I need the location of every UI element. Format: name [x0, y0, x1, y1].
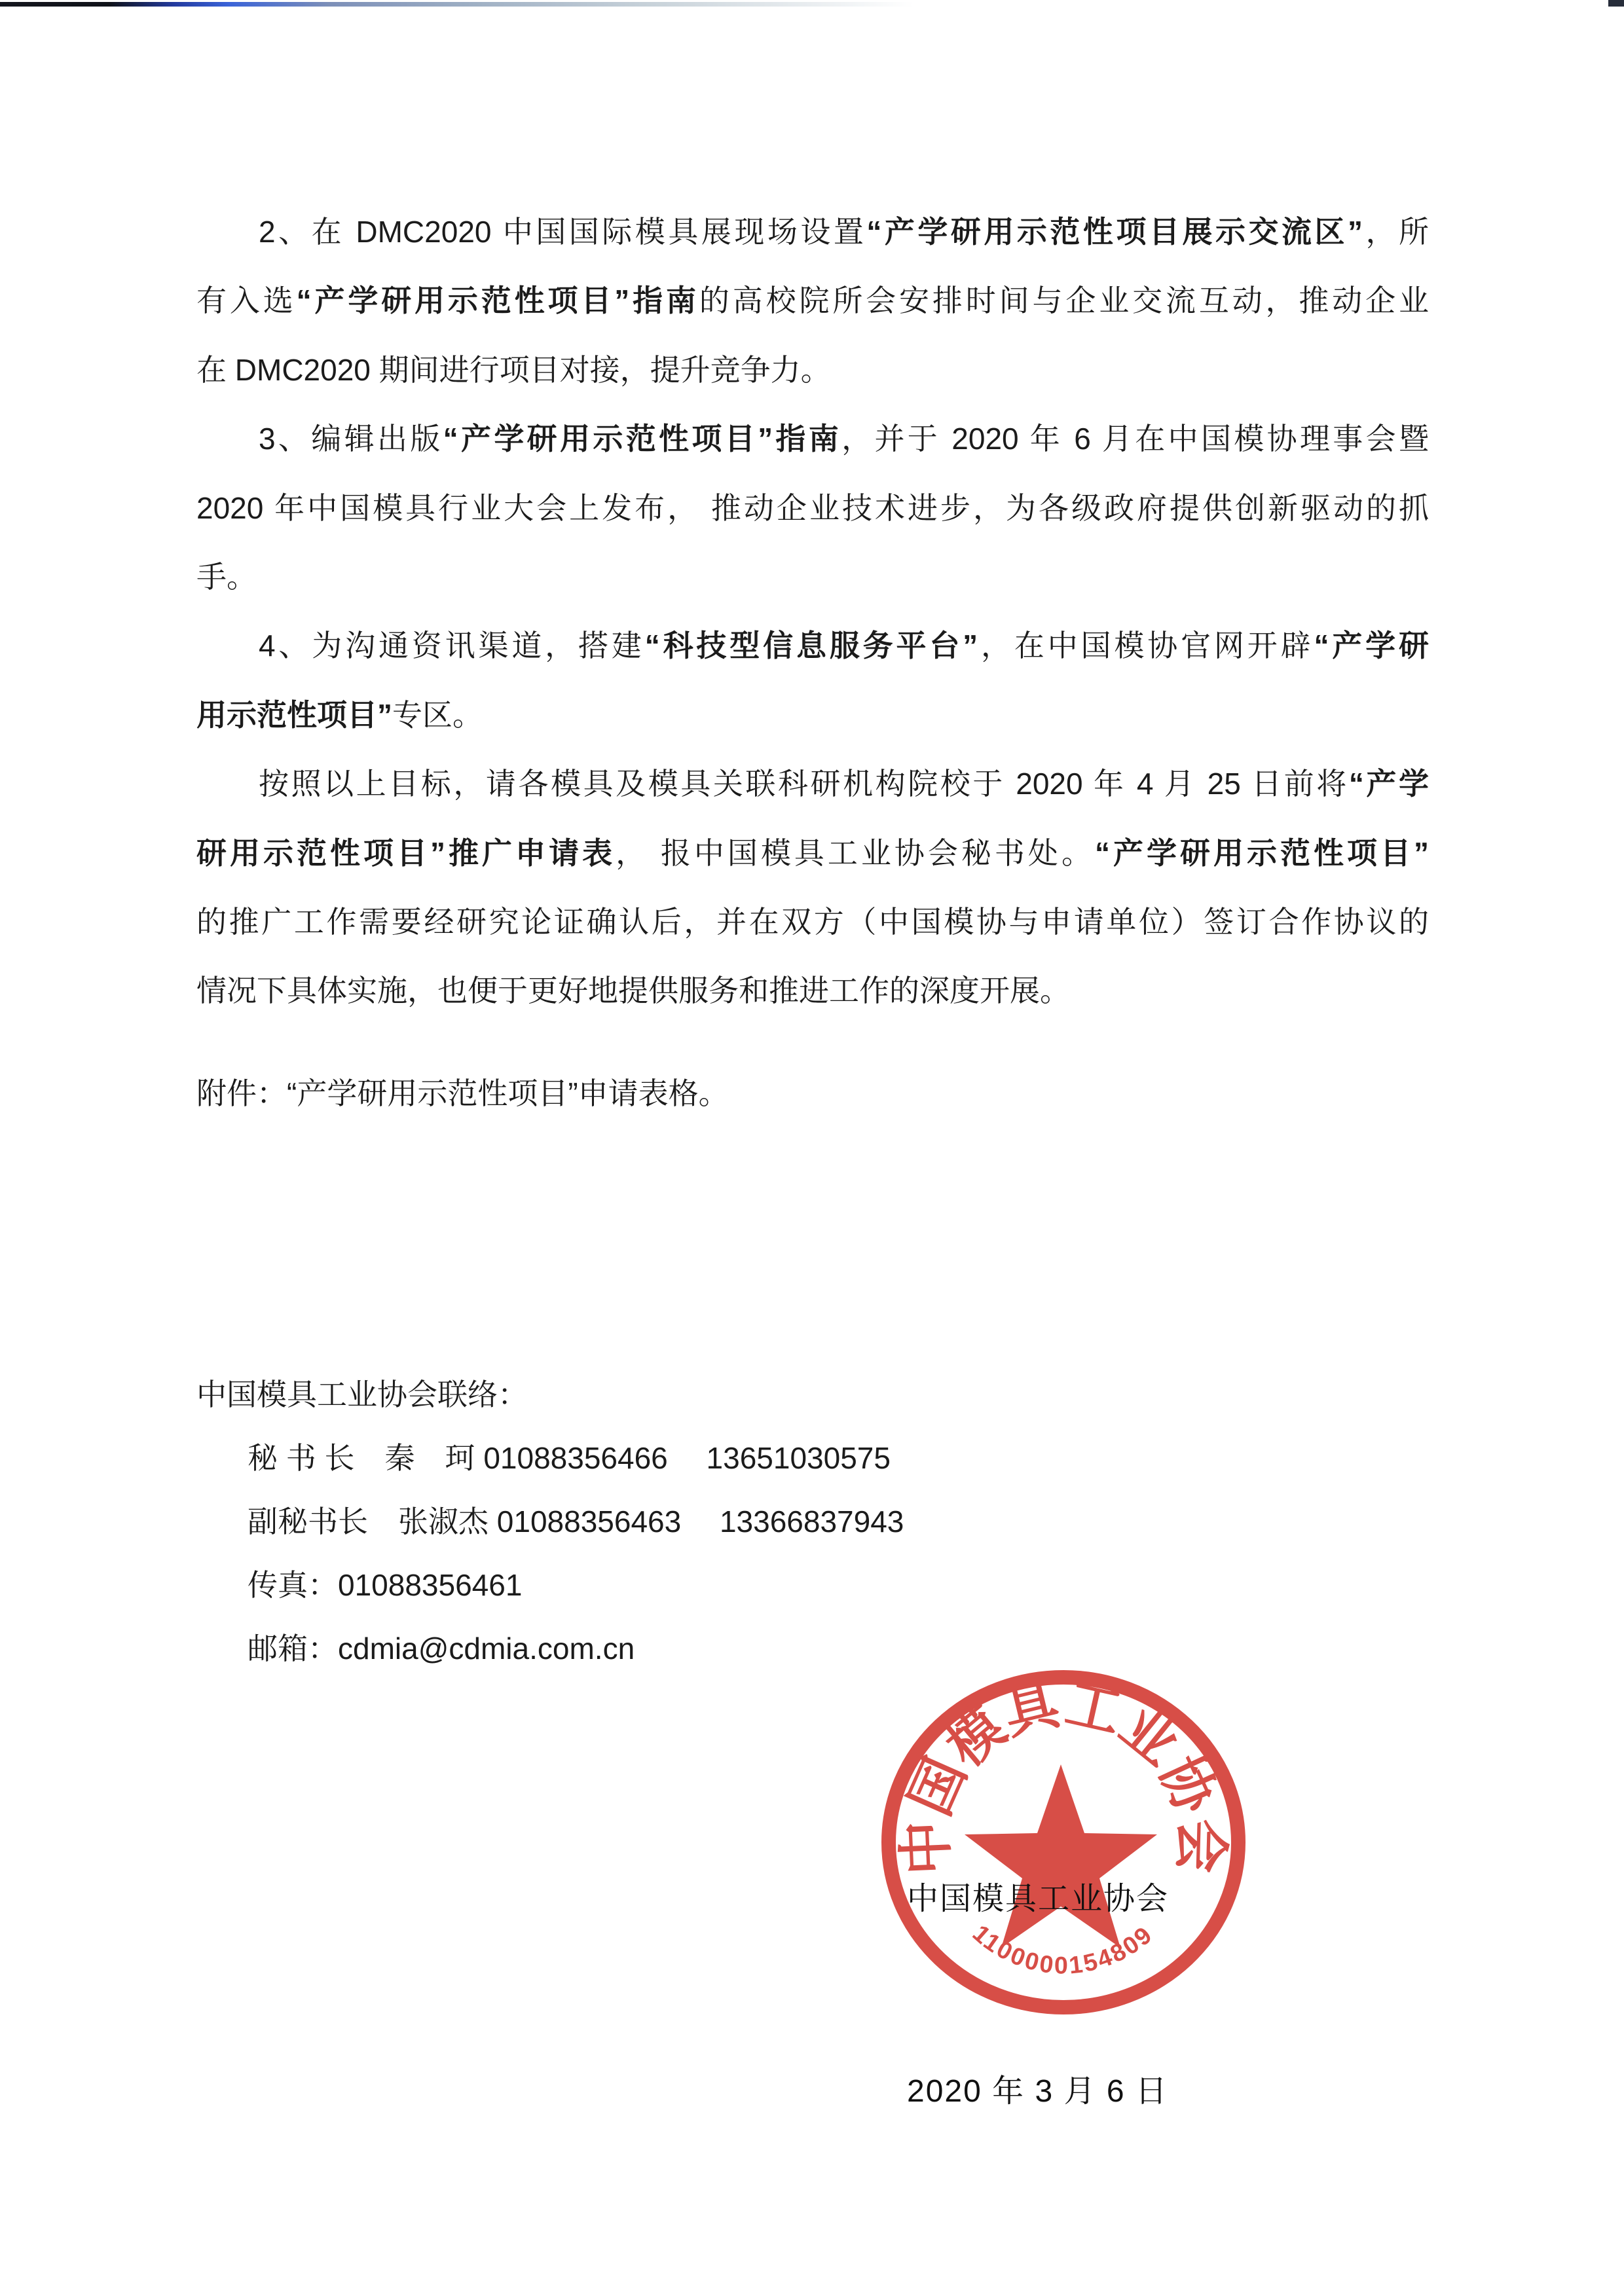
seal-arc-text: 中国模具工业协会	[894, 1671, 1233, 1876]
bold-text-segment: “产学	[1348, 767, 1429, 801]
text-line	[196, 336, 1429, 405]
text-line	[196, 957, 1429, 1025]
text-segment: 的推广工作需要经研究论证确认后，并在双方（中国模协与申请单位）签订合作协议的	[196, 905, 1429, 939]
seal-serial-number: 1100000154809	[967, 1920, 1158, 1979]
text-segment: 有入选	[196, 283, 297, 318]
text-segment: 手。	[196, 560, 257, 594]
text-line	[196, 405, 1429, 473]
text-line	[196, 198, 1429, 266]
text-segment: 附件：“产学研用示范性项目”申请表格。	[196, 1076, 729, 1110]
text-line	[196, 474, 1429, 543]
bold-text-segment: “产学研	[1314, 629, 1430, 663]
bold-text-segment: 用示范性项目”	[196, 697, 392, 732]
body-text	[196, 198, 1429, 1026]
text-segment: 副秘书长 张淑杰 01088356463 13366837943	[248, 1504, 904, 1539]
scan-artifact-corner-mark	[1608, 0, 1624, 7]
bold-text-segment: 研用示范性项目”推广申请表	[196, 835, 616, 870]
text-segment: ，在中国模协官网开辟	[978, 629, 1314, 663]
text-segment: ，所	[1363, 215, 1430, 249]
text-segment: 中国模具工业协会联络：	[196, 1377, 528, 1412]
text-segment: 传真：01088356461	[248, 1568, 523, 1602]
text-line	[196, 1363, 1310, 1427]
text-line	[196, 1490, 1310, 1554]
attachment-note	[196, 1074, 1429, 1113]
text-line	[196, 1074, 1429, 1113]
text-segment: 3、编辑出版	[259, 422, 443, 456]
scan-artifact-top-line	[0, 2, 913, 7]
signature-block	[907, 1739, 1169, 2252]
text-line	[196, 1427, 1310, 1490]
contact-info	[196, 1363, 1310, 1681]
bold-text-segment: “产学研用示范性项目展示交流区”	[866, 215, 1363, 249]
text-segment: ，并于 2020 年 6 月在中国模协理事会暨	[841, 422, 1429, 456]
text-segment: ， 报中国模具工业协会秘书处。	[616, 835, 1095, 870]
bold-text-segment: “科技型信息服务平台”	[644, 629, 978, 663]
bold-text-segment: “产学研用示范性项目”	[1094, 835, 1430, 870]
bold-text-segment: “产学研用示范性项目”指南	[296, 283, 699, 318]
text-line	[196, 611, 1429, 680]
text-line	[196, 543, 1429, 611]
text-line	[196, 681, 1429, 750]
text-segment: 邮箱：cdmia@cdmia.com.cn	[248, 1631, 635, 1666]
text-segment: 2、在 DMC2020 中国国际模具展现场设置	[259, 215, 867, 249]
text-line	[196, 888, 1429, 957]
text-segment: 专区。	[392, 697, 483, 732]
text-segment: 按照以上目标，请各模具及模具关联科研机构院校于 2020 年 4 月 25 日前将	[259, 767, 1349, 801]
text-line	[196, 819, 1429, 888]
text-segment: 秘 书 长 秦 珂 01088356466 13651030575	[248, 1441, 891, 1475]
text-segment: 在 DMC2020 期间进行项目对接，提升竞争力。	[196, 352, 831, 387]
text-line	[196, 750, 1429, 818]
signature-date: 2020 年 3 月 6 日	[907, 2074, 1168, 2109]
text-line	[196, 266, 1429, 335]
text-segment: 2020 年中国模具行业大会上发布， 推动企业技术进步，为各级政府提供创新驱动的抓	[196, 490, 1429, 525]
text-segment: 4、为沟通资讯渠道，搭建	[259, 629, 645, 663]
text-segment: 的高校院所会安排时间与企业交流互动，推动企业	[699, 283, 1430, 318]
text-line	[196, 1554, 1310, 1617]
bold-text-segment: “产学研用示范性项目”指南	[443, 422, 842, 456]
signature-org: 中国模具工业协会	[907, 1882, 1170, 1916]
text-segment: 情况下具体实施，也便于更好地提供服务和推进工作的深度开展。	[196, 974, 1070, 1008]
